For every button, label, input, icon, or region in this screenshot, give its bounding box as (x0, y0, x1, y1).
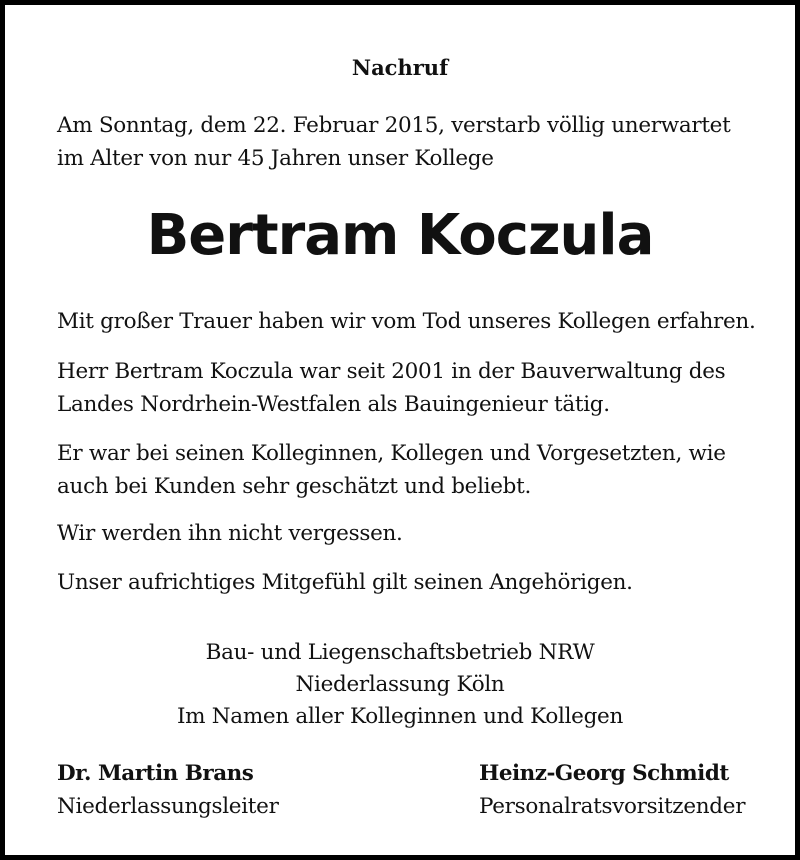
intro-text (57, 109, 757, 175)
notice-heading: Nachruf (351, 55, 449, 80)
paragraph-line: Wir werden ihn nicht vergessen. (57, 521, 403, 546)
signatory-name: Heinz-Georg Schmidt (479, 761, 729, 786)
intro-line: Am Sonntag, dem 22. Februar 2015, verstarb völlig unerwartet (57, 113, 731, 138)
paragraph-line: Unser aufrichtiges Mitgefühl gilt seinen Angehörigen. (57, 570, 633, 595)
organization-name: Bau- und Liegenschaftsbetrieb NRW (205, 640, 595, 665)
paragraph-line: auch bei Kunden sehr geschätzt und beliebt. (57, 474, 532, 499)
signatory-title: Personalratsvorsitzender (479, 794, 746, 819)
signatory-right (479, 757, 745, 823)
signatory-name: Dr. Martin Brans (57, 761, 254, 786)
signatory-title: Niederlassungsleiter (57, 794, 279, 819)
intro-line: im Alter von nur 45 Jahren unser Kollege (57, 146, 494, 171)
paragraph-line: Landes Nordrhein-Westfalen als Bauingenieur tätig. (57, 392, 610, 417)
paragraph (57, 437, 757, 503)
paragraph-line: Mit großer Trauer haben wir vom Tod unseres Kollegen erfahren. (57, 309, 756, 334)
paragraph-line: Er war bei seinen Kolleginnen, Kollegen und Vorgesetzten, wie (57, 441, 726, 466)
signatory-left (57, 757, 279, 823)
paragraph-line: Herr Bertram Koczula war seit 2001 in der Bauverwaltung des (57, 359, 726, 384)
organization-block (5, 637, 795, 733)
organization-branch: Niederlassung Köln (295, 672, 505, 697)
paragraph (57, 355, 757, 421)
paragraph (57, 566, 757, 599)
deceased-name: Bertram Koczula (146, 203, 654, 268)
paragraph (57, 305, 757, 338)
organization-note: Im Namen aller Kolleginnen und Kollegen (176, 704, 623, 729)
paragraph (57, 517, 757, 550)
